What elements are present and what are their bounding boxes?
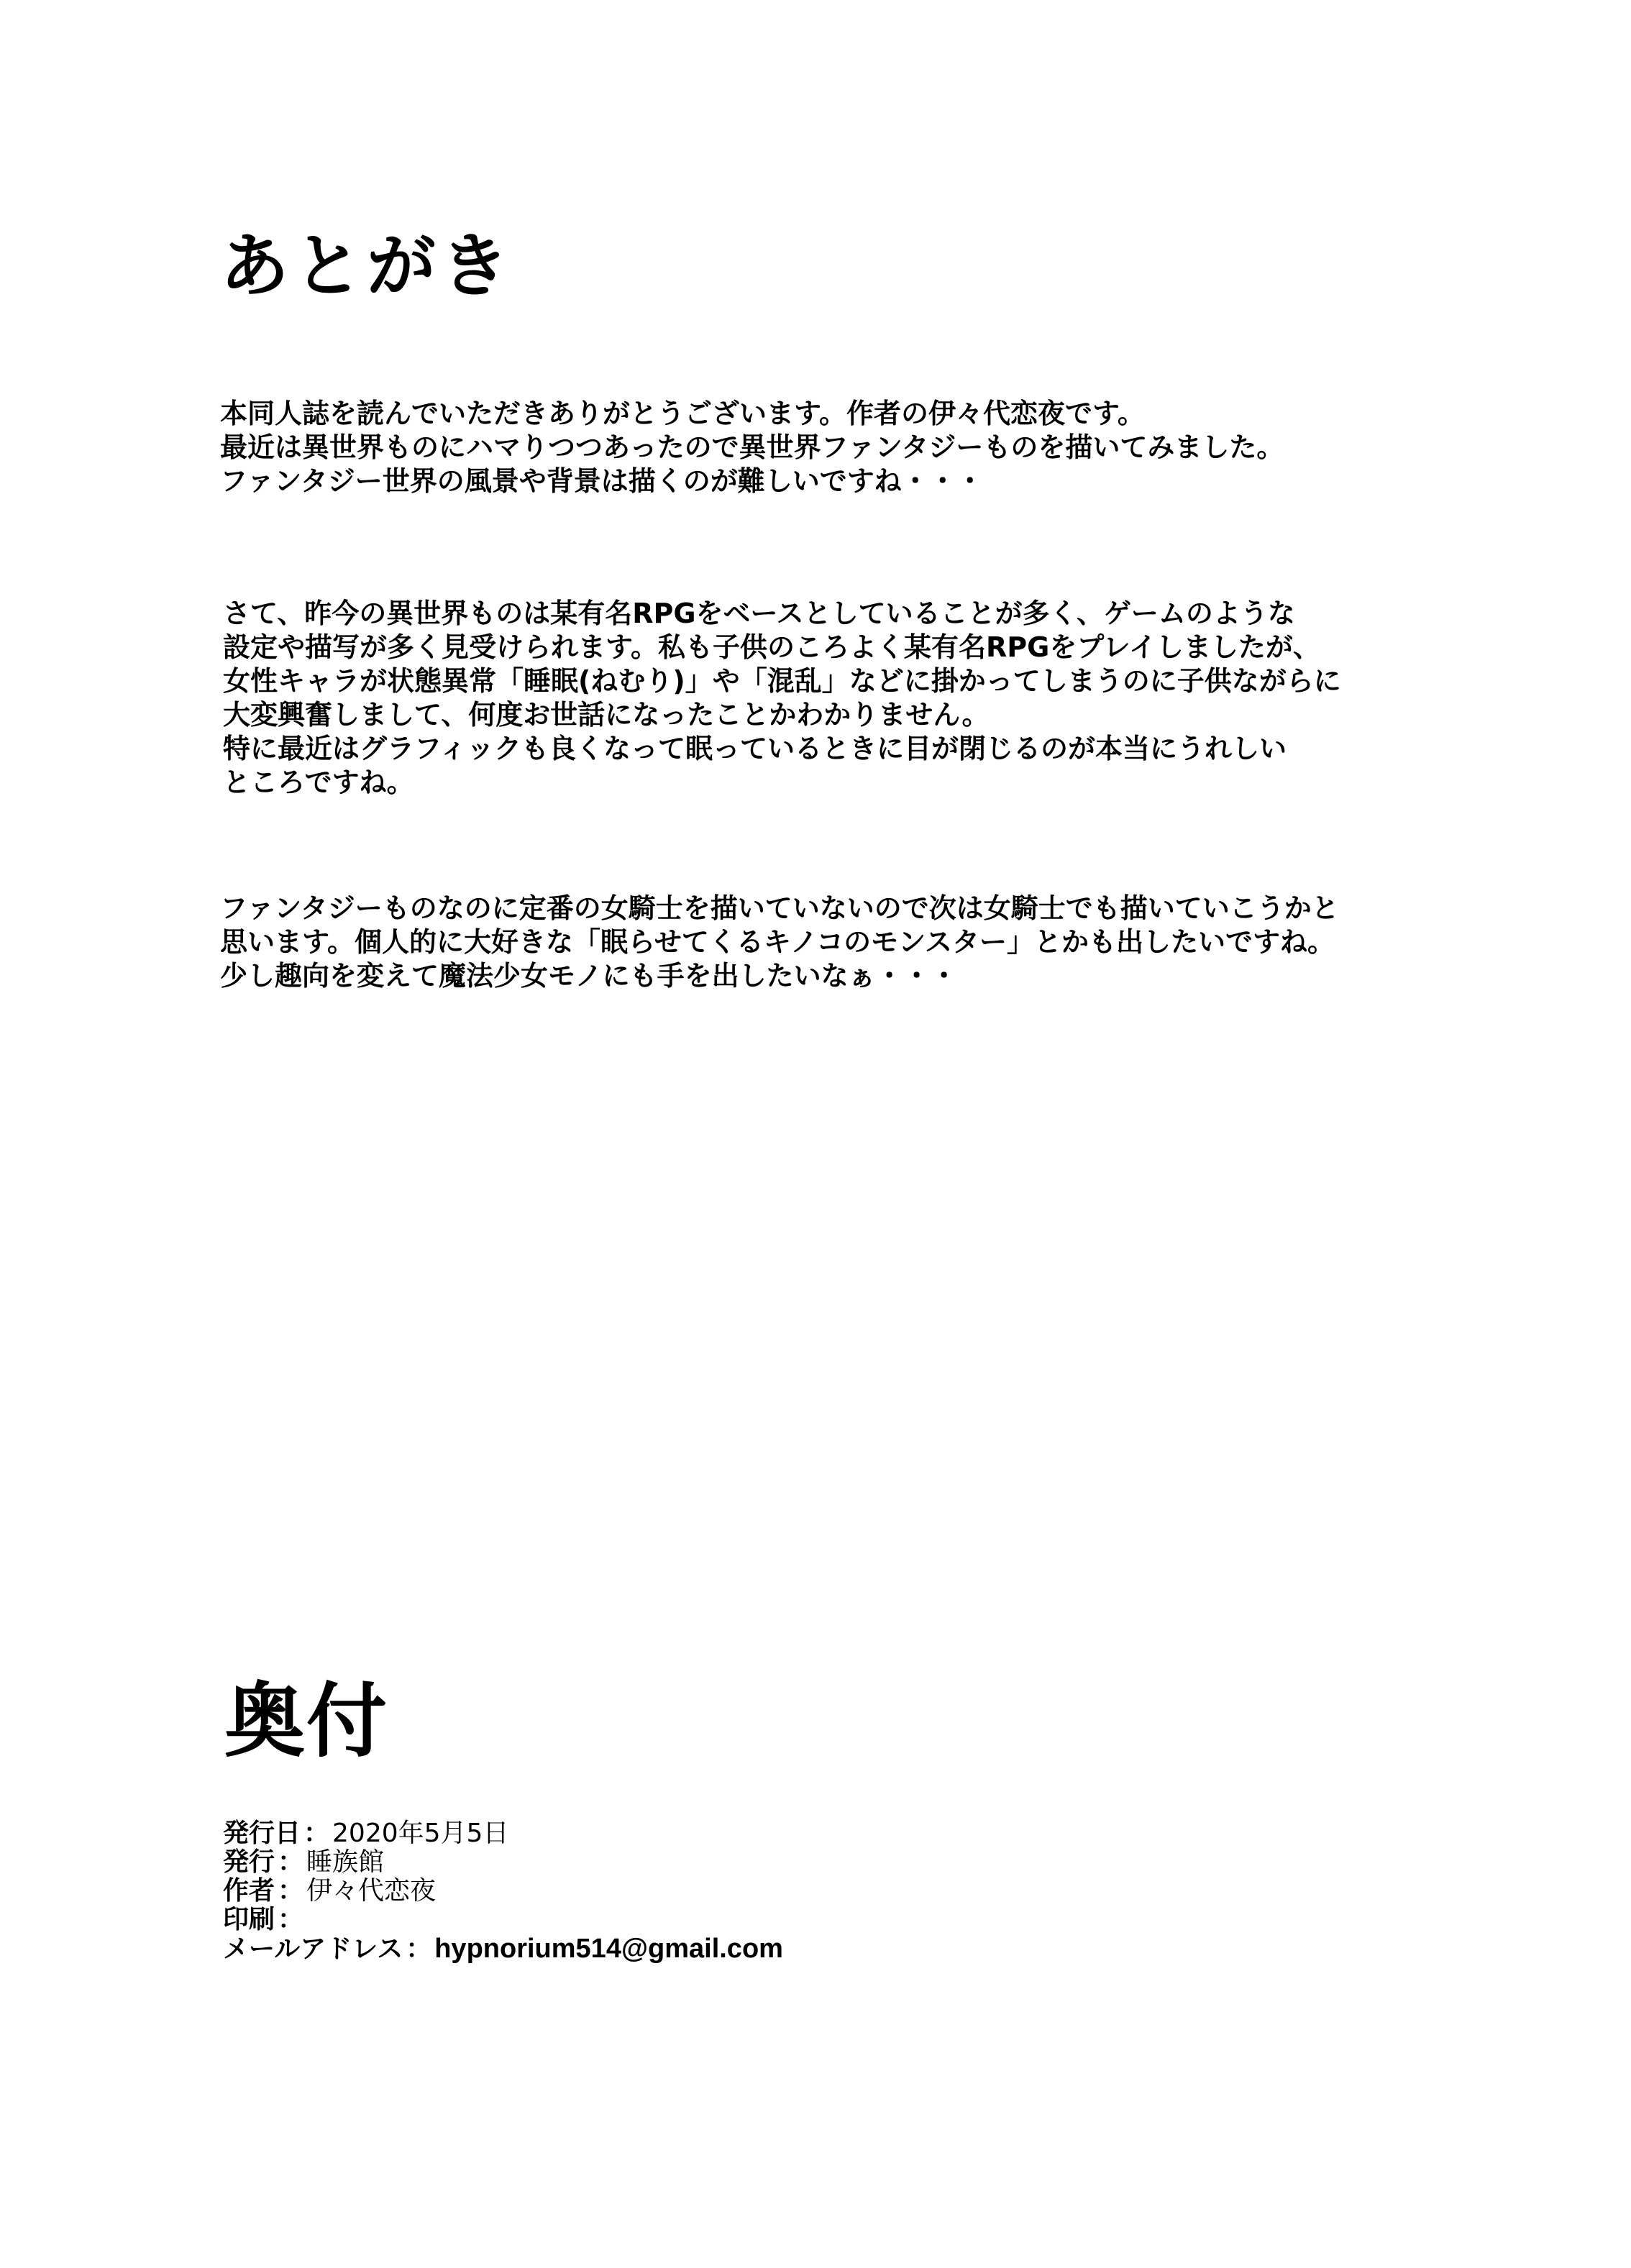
paragraph-line: さて、昨今の異世界ものは某有名RPGをベースとしていることが多く、ゲームのような (223, 598, 1295, 629)
paragraph-line: 特に最近はグラフィックも良くなって眠っているときに目が閉じるのが本当にうれしい (223, 733, 1287, 764)
colophon-row-email (223, 1934, 783, 1964)
colophon-row-author (223, 1877, 783, 1906)
colophon-row-publisher (223, 1848, 783, 1877)
colophon-heading: 奥付 (224, 1675, 388, 1768)
colophon-separator: ： (278, 1876, 304, 1906)
colophon-separator: ： (278, 1847, 304, 1877)
colophon-label: 印刷 (223, 1905, 275, 1934)
afterword-paragraph-3 (220, 892, 1339, 993)
colophon-separator: ： (406, 1934, 432, 1964)
paragraph-line: 女性キャラが状態異常「睡眠(ねむり)」や「混乱」などに掛かってしまうのに子供ながらに (223, 665, 1341, 697)
paragraph-line: 思います。個人的に大好きな「眠らせてくるキノコのモンスター」とかも出したいですね。 (220, 926, 1335, 958)
email-address: hypnorium514@gmail.com (434, 1934, 783, 1964)
paragraph-line: 本同人誌を読んでいただきありがとうございます。作者の伊々代恋夜です。 (220, 398, 1145, 429)
colophon-separator: ： (278, 1905, 304, 1934)
colophon-row-printer (223, 1906, 783, 1934)
colophon-label: 発行日 (223, 1819, 301, 1848)
colophon-label: メールアドレス (223, 1934, 403, 1964)
colophon-value: 2020年5月5日 (332, 1819, 509, 1848)
afterword-heading: あとがき (220, 226, 513, 306)
colophon-value: 伊々代恋夜 (306, 1876, 437, 1906)
paragraph-line: ファンタジー世界の風景や背景は描くのが難しいですね・・・ (220, 465, 984, 497)
paragraph-line: ファンタジーものなのに定番の女騎士を描いていないので次は女騎士でも描いていこうかと (220, 892, 1339, 924)
afterword-paragraph-2 (220, 597, 1341, 800)
paragraph-line: 少し趣向を変えて魔法少女モノにも手を出したいなぁ・・・ (220, 960, 958, 992)
colophon-row-publish-date (223, 1819, 783, 1848)
afterword-paragraph-1 (220, 397, 1284, 498)
colophon-separator: ： (303, 1819, 330, 1848)
paragraph-line: 最近は異世界ものにハマりつつあったので異世界ファンタジーものを描いてみました。 (220, 431, 1284, 463)
colophon-label: 作者 (223, 1876, 275, 1906)
paragraph-line: 設定や描写が多く見受けられます。私も子供のころよく某有名RPGをプレイしましたが、 (223, 631, 1320, 663)
colophon-label: 発行 (223, 1847, 275, 1877)
colophon-list (223, 1819, 783, 1964)
colophon-value: 睡族館 (306, 1847, 385, 1877)
paragraph-line: ところですね。 (223, 767, 414, 798)
paragraph-line: 大変興奮しまして、何度お世話になったことかわかりません。 (223, 699, 990, 731)
